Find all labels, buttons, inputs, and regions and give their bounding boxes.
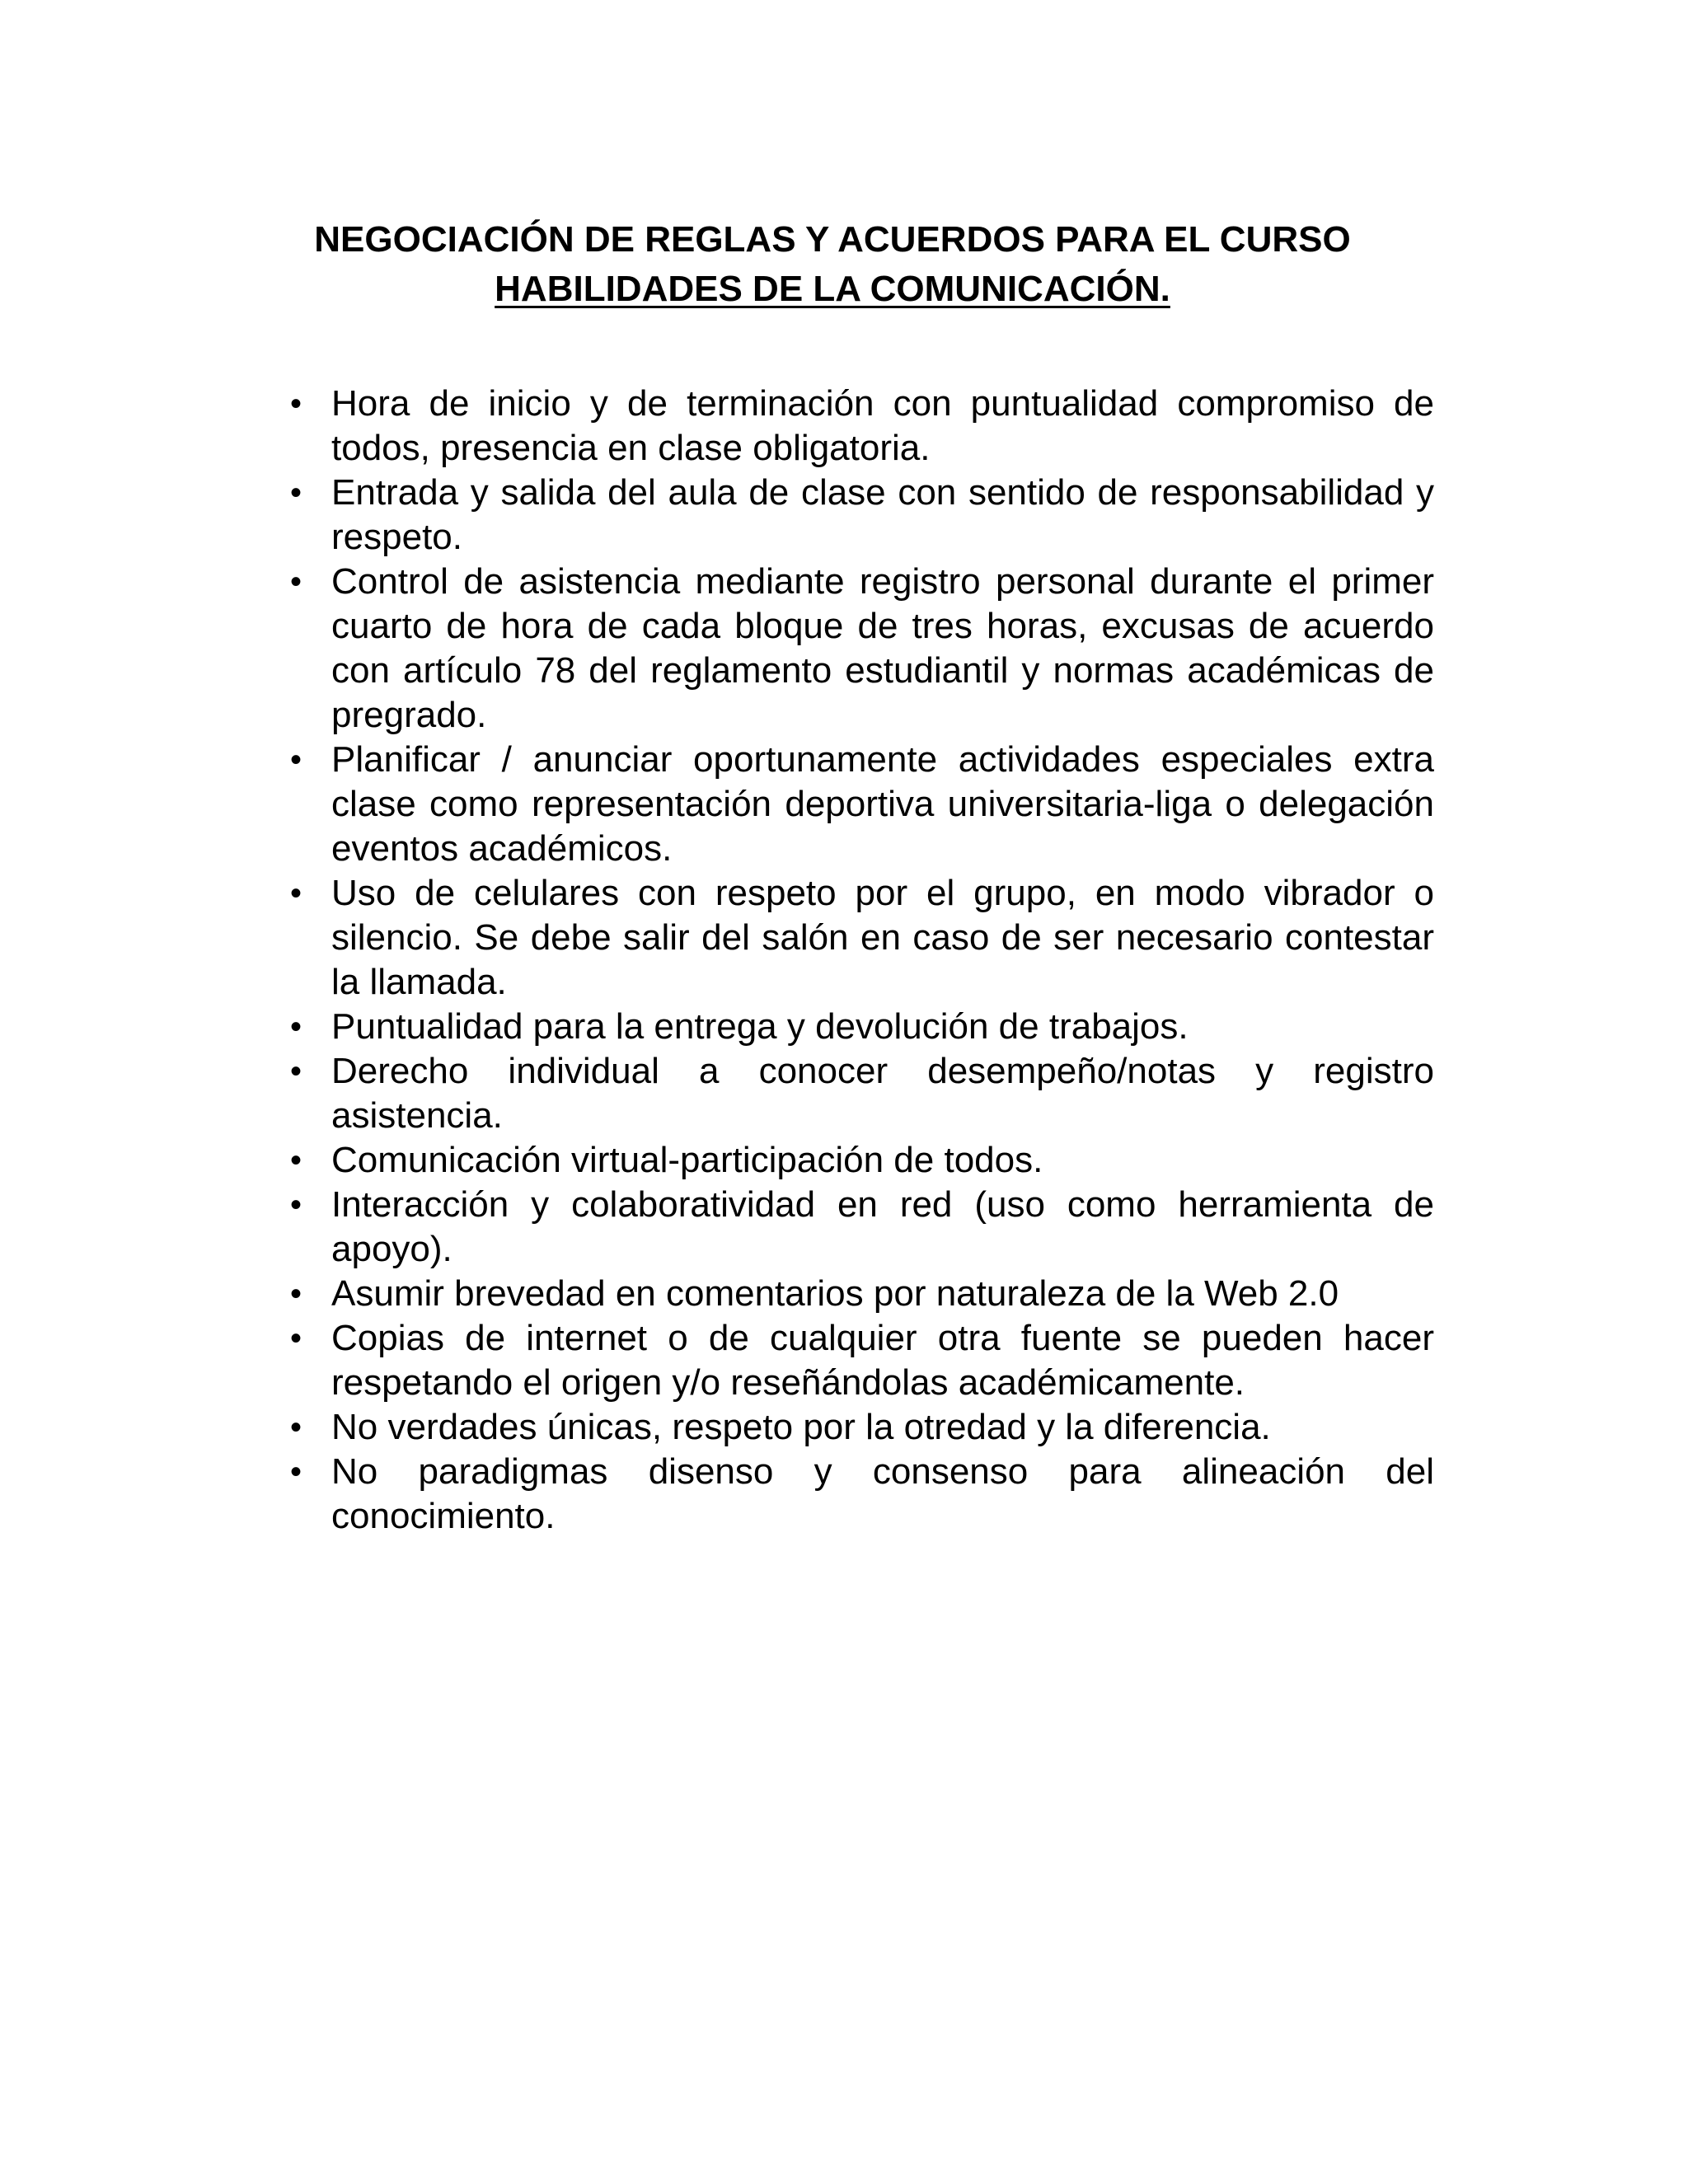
bullet-icon: • (289, 1053, 302, 1090)
list-item (280, 1450, 1434, 1539)
bullet-icon: • (289, 1320, 302, 1357)
list-item-text: Copias de internet o de cualquier otra fuente se pueden hacer respetando el origen y/o reseñándolas académicamente. (331, 1318, 1434, 1403)
bullet-icon: • (289, 742, 302, 778)
list-item-text: Hora de inicio y de terminación con puntualidad compromiso de todos, presencia en clase obligatoria. (331, 383, 1434, 468)
list-item-text: Asumir brevedad en comentarios por naturaleza de la Web 2.0 (331, 1273, 1339, 1314)
rules-list (280, 382, 1434, 1539)
list-item-text: Planificar / anunciar oportunamente actividades especiales extra clase como representación deportiva universitaria-liga o delegación eventos académicos. (331, 739, 1434, 869)
bullet-icon: • (289, 1454, 302, 1490)
list-item-text: Puntualidad para la entrega y devolución de trabajos. (331, 1006, 1189, 1047)
title-line-1: NEGOCIACIÓN DE REGLAS Y ACUERDOS PARA EL CURSO (314, 219, 1351, 260)
list-item (280, 382, 1434, 471)
list-item (280, 1183, 1434, 1272)
bullet-icon: • (289, 875, 302, 912)
list-item-text: Derecho individual a conocer desempeño/notas y registro asistencia. (331, 1051, 1434, 1136)
list-item-text: No paradigmas disenso y consenso para alineación del conocimiento. (331, 1451, 1434, 1536)
title-line-2: HABILIDADES DE LA COMUNICACIÓN. (495, 269, 1170, 310)
document-title (206, 215, 1459, 314)
list-item-text: Comunicación virtual-participación de todos. (331, 1140, 1043, 1180)
list-item (280, 560, 1434, 738)
list-item-text: Uso de celulares con respeto por el grupo, en modo vibrador o silencio. Se debe salir del salón en caso de ser necesario contestar la llamada. (331, 873, 1434, 1002)
bullet-icon: • (289, 1409, 302, 1446)
list-item (280, 1049, 1434, 1138)
list-item-text: Interacción y colaboratividad en red (uso como herramienta de apoyo). (331, 1184, 1434, 1269)
list-item (280, 471, 1434, 560)
bullet-icon: • (289, 1009, 302, 1045)
bullet-icon: • (289, 386, 302, 422)
list-item (280, 1316, 1434, 1405)
list-item (280, 1405, 1434, 1450)
list-item (280, 738, 1434, 871)
list-item-text: No verdades únicas, respeto por la otredad y la diferencia. (331, 1407, 1271, 1447)
bullet-icon: • (289, 1187, 302, 1223)
list-item-text: Control de asistencia mediante registro personal durante el primer cuarto de hora de cada bloque de tres horas, excusas de acuerdo con artículo 78 del reglamento estudiantil y normas académicas de pregrado. (331, 561, 1434, 735)
list-item (280, 1272, 1434, 1316)
bullet-icon: • (289, 1142, 302, 1179)
list-item (280, 1005, 1434, 1049)
bullet-icon: • (289, 564, 302, 600)
list-item (280, 1138, 1434, 1183)
list-item (280, 871, 1434, 1005)
bullet-icon: • (289, 1276, 302, 1312)
list-item-text: Entrada y salida del aula de clase con sentido de responsabilidad y respeto. (331, 472, 1434, 557)
bullet-icon: • (289, 475, 302, 511)
